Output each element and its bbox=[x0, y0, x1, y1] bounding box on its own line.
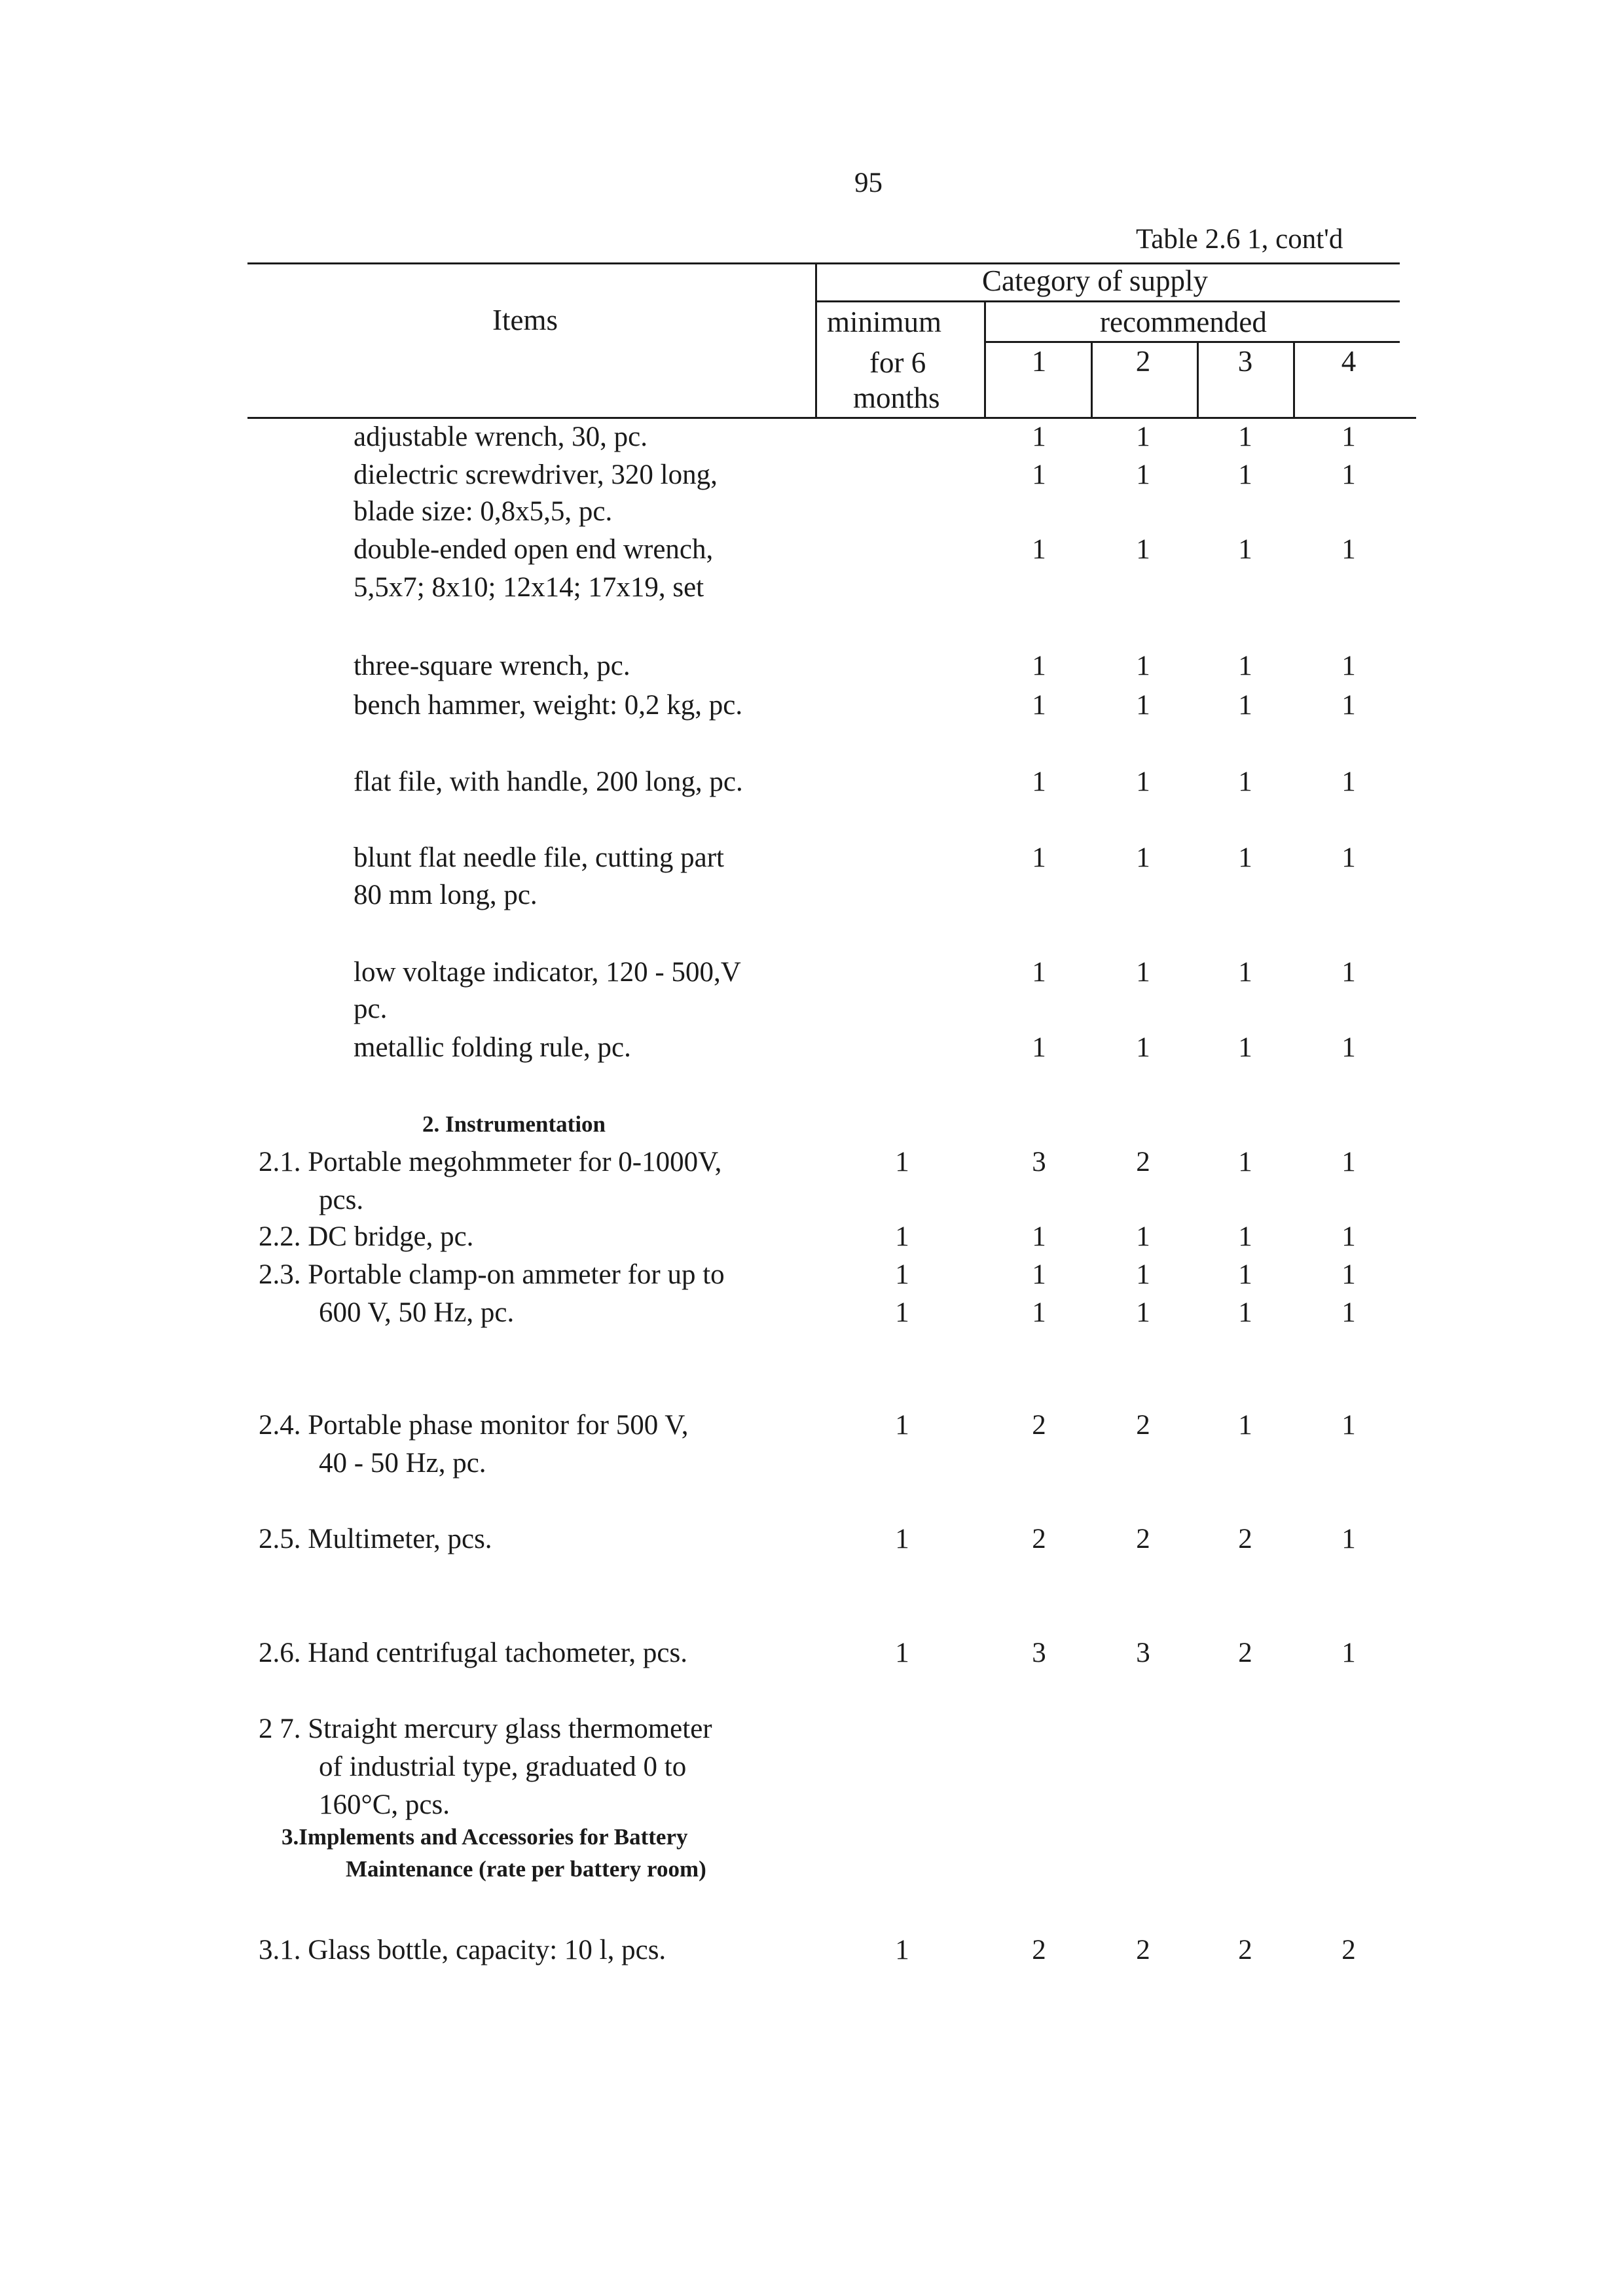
row-thermometer-2: of industrial type, graduated 0 to bbox=[319, 1751, 687, 1782]
row-open-end-wrench-2: 5,5x7; 8x10; 12x14; 17x19, set bbox=[354, 572, 704, 603]
cell: 1 bbox=[895, 1935, 909, 1965]
cell: 1 bbox=[1238, 651, 1252, 681]
header-for6: for 6 bbox=[869, 346, 926, 379]
row-needle-file-2: 80 mm long, pc. bbox=[354, 880, 538, 910]
page-number: 95 bbox=[854, 168, 883, 198]
row-thermometer: 2 7. Straight mercury glass thermometer bbox=[259, 1713, 712, 1744]
cell: 2 bbox=[1136, 1935, 1150, 1965]
cell: 1 bbox=[1032, 957, 1046, 988]
cell: 1 bbox=[1136, 690, 1150, 721]
cell: 1 bbox=[1341, 766, 1356, 797]
header-category: Category of supply bbox=[982, 264, 1208, 297]
cell: 1 bbox=[1238, 766, 1252, 797]
row-screwdriver: dielectric screwdriver, 320 long, bbox=[354, 459, 718, 490]
cell: 1 bbox=[1032, 1032, 1046, 1063]
cell: 1 bbox=[1341, 690, 1356, 721]
row-megohmmeter: 2.1. Portable megohmmeter for 0-1000V, bbox=[259, 1147, 722, 1177]
cell: 1 bbox=[1238, 1147, 1252, 1177]
cell: 1 bbox=[1341, 1638, 1356, 1668]
row-folding-rule: metallic folding rule, pc. bbox=[354, 1032, 631, 1063]
row-voltage-indicator: low voltage indicator, 120 - 500,V bbox=[354, 957, 741, 988]
cell: 2 bbox=[1238, 1638, 1252, 1668]
cell: 1 bbox=[1032, 1221, 1046, 1252]
cell: 2 bbox=[1238, 1935, 1252, 1965]
row-megohmmeter-2: pcs. bbox=[319, 1185, 364, 1215]
cell: 1 bbox=[1341, 1032, 1356, 1063]
cell: 1 bbox=[895, 1297, 909, 1328]
row-screwdriver-2: blade size: 0,8x5,5, pc. bbox=[354, 496, 613, 527]
cell: 1 bbox=[1238, 842, 1252, 873]
section-3-title: 3.Implements and Accessories for Battery bbox=[282, 1824, 688, 1850]
row-clamp-ammeter-2: 600 V, 50 Hz, pc. bbox=[319, 1297, 515, 1328]
cell: 1 bbox=[1341, 1410, 1356, 1441]
cell: 2 bbox=[1032, 1410, 1046, 1441]
row-open-end-wrench: double-ended open end wrench, bbox=[354, 534, 714, 565]
cell: 1 bbox=[1032, 766, 1046, 797]
row-three-square-wrench: three-square wrench, pc. bbox=[354, 651, 630, 681]
cell: 2 bbox=[1032, 1524, 1046, 1554]
cell: 1 bbox=[1136, 1297, 1150, 1328]
cell: 1 bbox=[895, 1221, 909, 1252]
cell: 3 bbox=[1032, 1147, 1046, 1177]
header-vline-items bbox=[815, 262, 817, 417]
table-top-rule bbox=[247, 262, 1400, 264]
row-phase-monitor-2: 40 - 50 Hz, pc. bbox=[319, 1448, 486, 1479]
cell: 3 bbox=[1032, 1638, 1046, 1668]
cell: 2 bbox=[1341, 1935, 1356, 1965]
cell: 1 bbox=[1341, 1147, 1356, 1177]
cell: 1 bbox=[1136, 766, 1150, 797]
cell: 2 bbox=[1136, 1410, 1150, 1441]
section-2-title: 2. Instrumentation bbox=[422, 1111, 606, 1137]
header-mid-rule bbox=[815, 300, 1400, 302]
header-col1: 1 bbox=[1031, 345, 1047, 378]
cell: 1 bbox=[1032, 1297, 1046, 1328]
cell: 1 bbox=[1341, 422, 1356, 452]
row-thermometer-3: 160°C, pcs. bbox=[319, 1789, 450, 1820]
cell: 1 bbox=[1238, 534, 1252, 565]
cell: 3 bbox=[1136, 1638, 1150, 1668]
cell: 1 bbox=[1238, 422, 1252, 452]
cell: 1 bbox=[1238, 690, 1252, 721]
cell: 1 bbox=[1238, 1297, 1252, 1328]
header-vline-c3 bbox=[1293, 341, 1295, 417]
cell: 1 bbox=[1032, 690, 1046, 721]
row-multimeter: 2.5. Multimeter, pcs. bbox=[259, 1524, 492, 1554]
cell: 1 bbox=[1341, 1221, 1356, 1252]
cell: 1 bbox=[1341, 1524, 1356, 1554]
cell: 2 bbox=[1136, 1147, 1150, 1177]
cell: 1 bbox=[1136, 651, 1150, 681]
cell: 1 bbox=[1341, 842, 1356, 873]
header-minimum: minimum bbox=[827, 306, 942, 338]
cell: 1 bbox=[1136, 842, 1150, 873]
cell: 1 bbox=[1136, 957, 1150, 988]
cell: 1 bbox=[1136, 422, 1150, 452]
cell: 1 bbox=[1032, 842, 1046, 873]
header-vline-min bbox=[984, 300, 986, 417]
header-col3: 3 bbox=[1237, 345, 1253, 378]
row-dc-bridge: 2.2. DC bridge, pc. bbox=[259, 1221, 474, 1252]
cell: 2 bbox=[1238, 1524, 1252, 1554]
header-items: Items bbox=[492, 304, 558, 336]
row-glass-bottle: 3.1. Glass bottle, capacity: 10 l, pcs. bbox=[259, 1935, 666, 1965]
row-adjustable-wrench: adjustable wrench, 30, pc. bbox=[354, 422, 647, 452]
cell: 1 bbox=[1341, 1297, 1356, 1328]
cell: 1 bbox=[1136, 1032, 1150, 1063]
cell: 1 bbox=[1238, 1410, 1252, 1441]
cell: 1 bbox=[1238, 459, 1252, 490]
cell: 1 bbox=[1032, 1259, 1046, 1290]
row-phase-monitor: 2.4. Portable phase monitor for 500 V, bbox=[259, 1410, 689, 1441]
header-vline-c1 bbox=[1091, 341, 1093, 417]
row-voltage-indicator-2: pc. bbox=[354, 994, 388, 1024]
cell: 1 bbox=[1341, 1259, 1356, 1290]
cell: 1 bbox=[895, 1638, 909, 1668]
cell: 1 bbox=[1032, 651, 1046, 681]
cell: 1 bbox=[1136, 459, 1150, 490]
header-col4: 4 bbox=[1341, 345, 1357, 378]
cell: 1 bbox=[895, 1524, 909, 1554]
table-caption: Table 2.6 1, cont'd bbox=[1136, 224, 1343, 255]
header-col2: 2 bbox=[1135, 345, 1151, 378]
row-flat-file: flat file, with handle, 200 long, pc. bbox=[354, 766, 743, 797]
cell: 1 bbox=[1136, 534, 1150, 565]
cell: 1 bbox=[1032, 422, 1046, 452]
cell: 1 bbox=[895, 1147, 909, 1177]
section-3-title-2: Maintenance (rate per battery room) bbox=[346, 1856, 706, 1882]
cell: 2 bbox=[1136, 1524, 1150, 1554]
cell: 1 bbox=[1136, 1259, 1150, 1290]
header-months: months bbox=[853, 382, 940, 414]
row-clamp-ammeter: 2.3. Portable clamp-on ammeter for up to bbox=[259, 1259, 725, 1290]
cell: 1 bbox=[1341, 957, 1356, 988]
row-bench-hammer: bench hammer, weight: 0,2 kg, pc. bbox=[354, 690, 743, 721]
cell: 1 bbox=[1341, 651, 1356, 681]
cell: 1 bbox=[1238, 957, 1252, 988]
cell: 1 bbox=[1032, 459, 1046, 490]
cell: 1 bbox=[1238, 1032, 1252, 1063]
cell: 1 bbox=[1238, 1221, 1252, 1252]
cell: 1 bbox=[1032, 534, 1046, 565]
cell: 1 bbox=[895, 1259, 909, 1290]
cell: 1 bbox=[1136, 1221, 1150, 1252]
cell: 1 bbox=[895, 1410, 909, 1441]
row-needle-file: blunt flat needle file, cutting part bbox=[354, 842, 724, 873]
cell: 1 bbox=[1341, 459, 1356, 490]
cell: 1 bbox=[1341, 534, 1356, 565]
cell: 2 bbox=[1032, 1935, 1046, 1965]
row-tachometer: 2.6. Hand centrifugal tachometer, pcs. bbox=[259, 1638, 687, 1668]
header-recommended: recommended bbox=[1100, 306, 1267, 338]
header-vline-c2 bbox=[1197, 341, 1199, 417]
cell: 1 bbox=[1238, 1259, 1252, 1290]
